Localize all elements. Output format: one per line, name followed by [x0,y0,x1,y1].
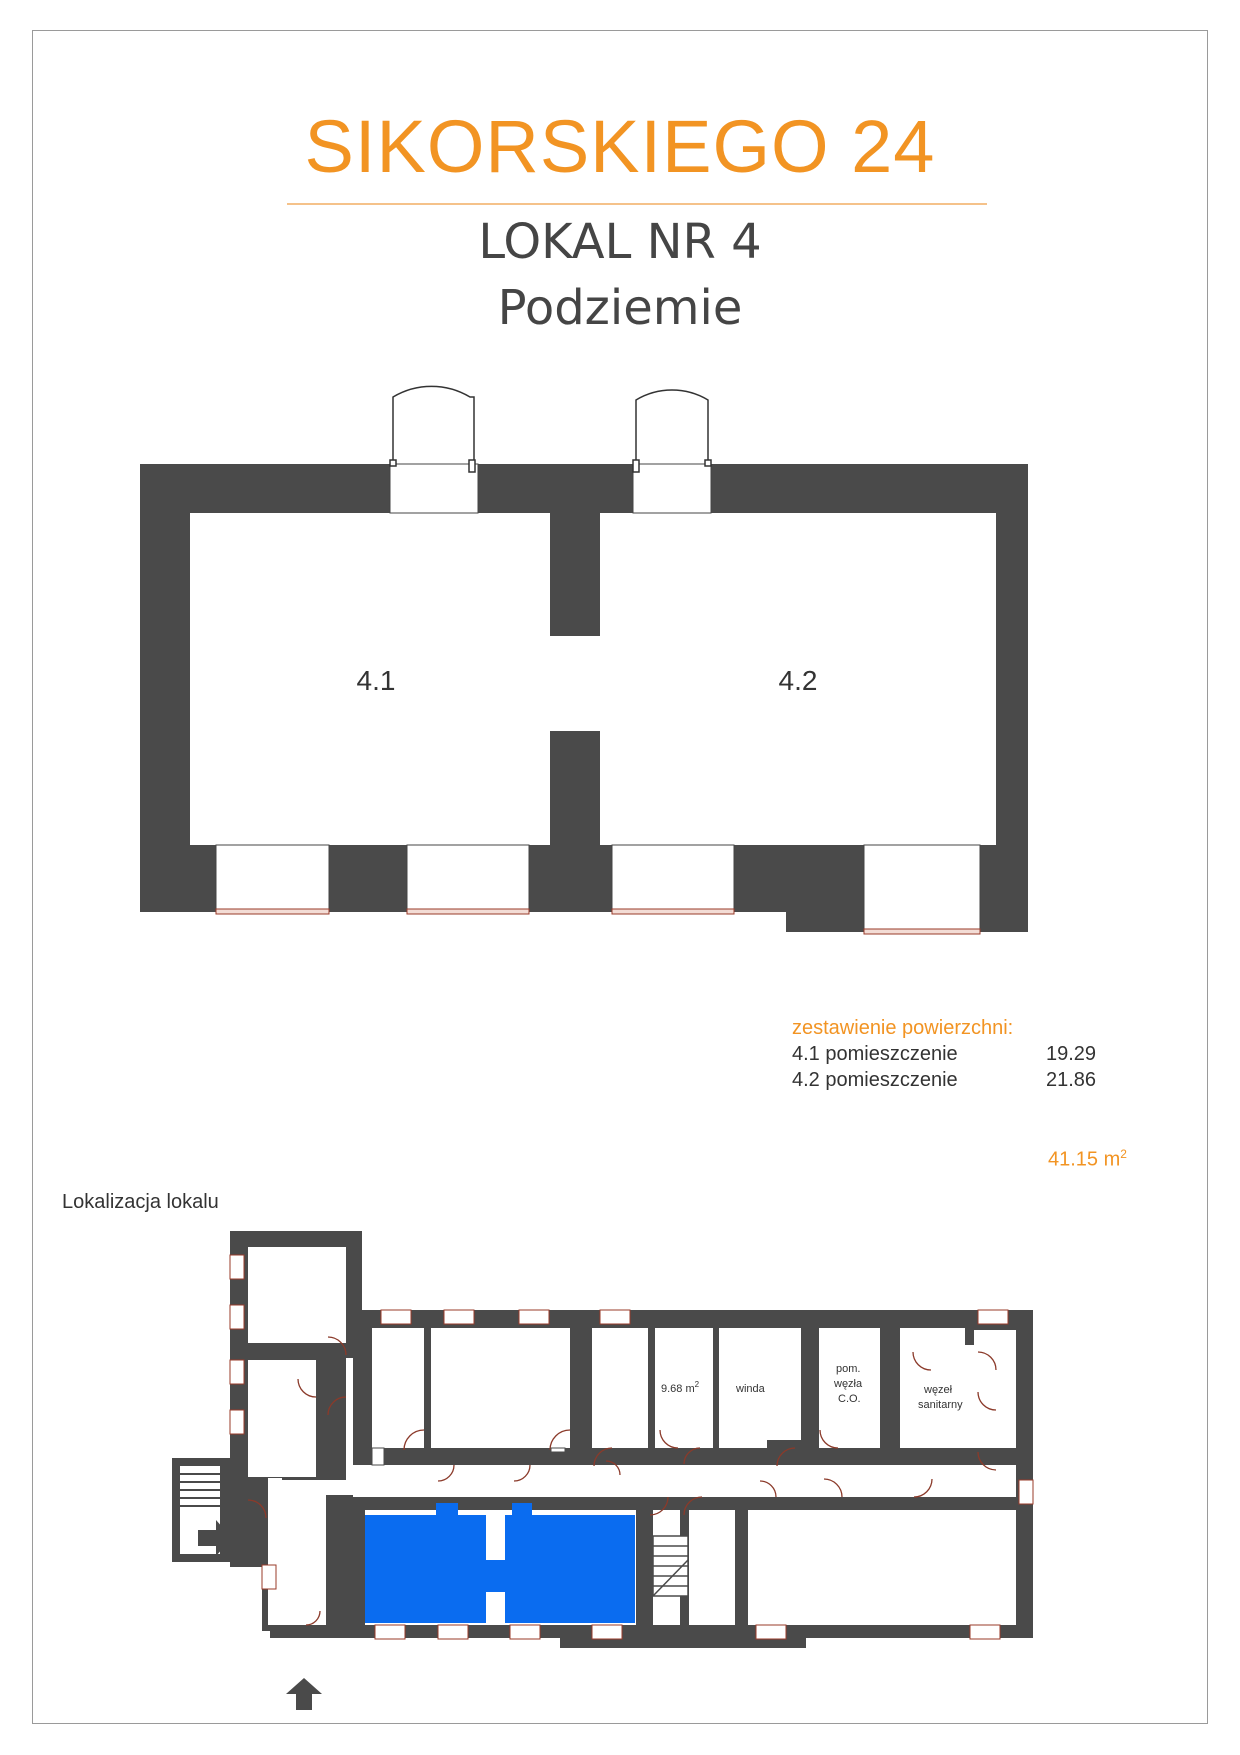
core-stairs [653,1536,688,1596]
door-opening-2 [633,464,711,513]
summary-room-name: 4.2 pomieszczenie [792,1069,958,1091]
entry-arrow-icon [286,1678,322,1710]
door-opening-1 [390,464,478,513]
co-label-2: węzła [834,1378,863,1390]
co-label-3: C.O. [838,1393,861,1405]
door-swings [390,386,711,472]
lift-label: winda [736,1383,765,1395]
area-summary [792,1015,1096,1093]
floor-name: Podziemie [497,280,743,336]
summary-row [792,1067,1096,1093]
highlighted-unit-passage [486,1560,505,1592]
wc-label-1: węzeł [924,1384,953,1396]
room-label-4-1: 4.1 [356,665,396,696]
summary-room-area: 21.86 [1046,1069,1097,1091]
room-label-4-2: 4.2 [778,665,818,696]
highlighted-unit-room-1 [365,1515,486,1623]
total-area: 41.15 $m^2$ [1048,1147,1127,1171]
location-label: Lokalizacja lokalu [62,1191,219,1213]
unit-number: LOKAL NR 4 [478,214,762,270]
co-label-1: pom. [836,1363,861,1375]
summary-room-name: 4.1 pomieszczenie [792,1043,958,1065]
summary-room-area: 19.29 [1046,1043,1097,1065]
location-plan [172,1231,1033,1710]
passage-opening [550,636,600,731]
page-title: SIKORSKIEGO 24 [304,105,936,188]
summary-row [792,1041,1096,1067]
summary-heading: zestawienie powierzchni: [792,1017,1014,1039]
room-area-label: 9.68 $m^2$ [661,1380,700,1395]
highlighted-unit-room-2 [505,1515,635,1623]
wc-label-2: sanitarny [918,1399,963,1411]
